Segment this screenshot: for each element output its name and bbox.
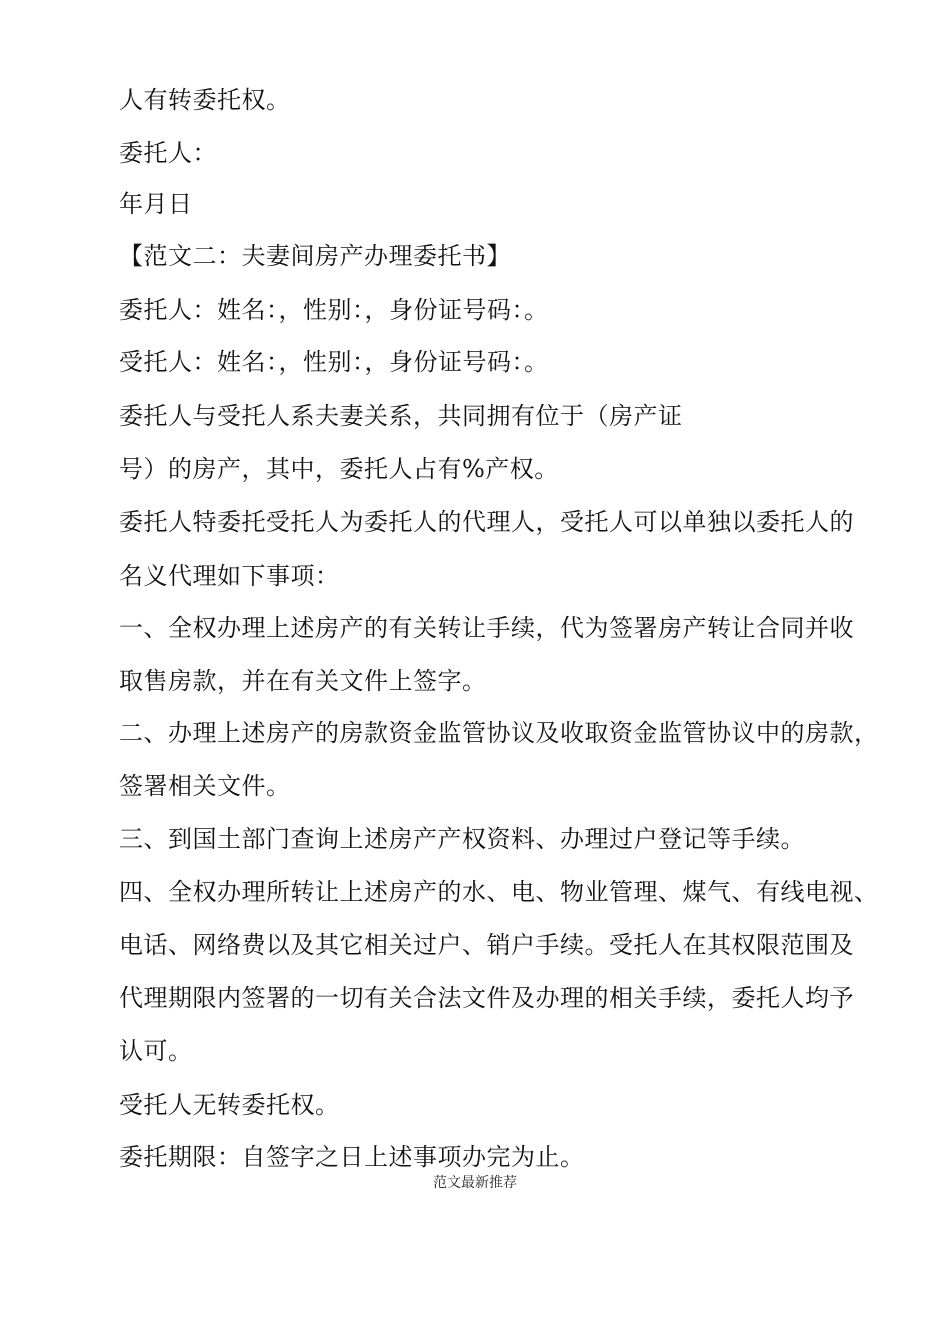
text-line: 签署相关文件。 [119,772,291,800]
text-line: 一、全权办理上述房产的有关转让手续，代为签署房产转让合同并收 [119,614,854,642]
text-line: 委托人与受托人系夫妻关系，共同拥有位于（房产证 [119,402,683,430]
text-line: 认可。 [119,1037,193,1065]
text-line: 代理期限内签署的一切有关合法文件及办理的相关手续，委托人均予 [119,984,854,1012]
text-line: 委托期限：自签字之日上述事项办完为止。 [119,1143,585,1171]
text-line: 年月日 [119,190,193,218]
text-line: 受托人：姓名：，性别：，身份证号码：。 [119,348,549,376]
text-line: 受托人无转委托权。 [119,1091,340,1119]
text-line: 委托人特委托受托人为委托人的代理人，受托人可以单独以委托人的 [119,508,854,536]
text-line: 取售房款，并在有关文件上签字。 [119,667,487,695]
section-heading: 【范文二：夫妻间房产办理委托书】 [119,242,511,270]
text-line: 名义代理如下事项： [119,562,340,590]
text-line: 号）的房产，其中，委托人占有%产权。 [119,455,559,483]
text-line: 二、办理上述房产的房款资金监管协议及收取资金监管协议中的房款， [119,719,879,747]
text-line: 四、全权办理所转让上述房产的水、电、物业管理、煤气、有线电视、 [119,878,879,906]
text-line: 委托人： [119,139,217,167]
page-footer: 范文最新推荐 [433,1175,517,1191]
text-line: 委托人：姓名：，性别：，身份证号码：。 [119,296,549,324]
text-line: 人有转委托权。 [119,86,291,114]
text-line: 三、到国土部门查询上述房产产权资料、办理过户登记等手续。 [119,825,805,853]
text-line: 电话、网络费以及其它相关过户、销户手续。受托人在其权限范围及 [119,931,854,959]
